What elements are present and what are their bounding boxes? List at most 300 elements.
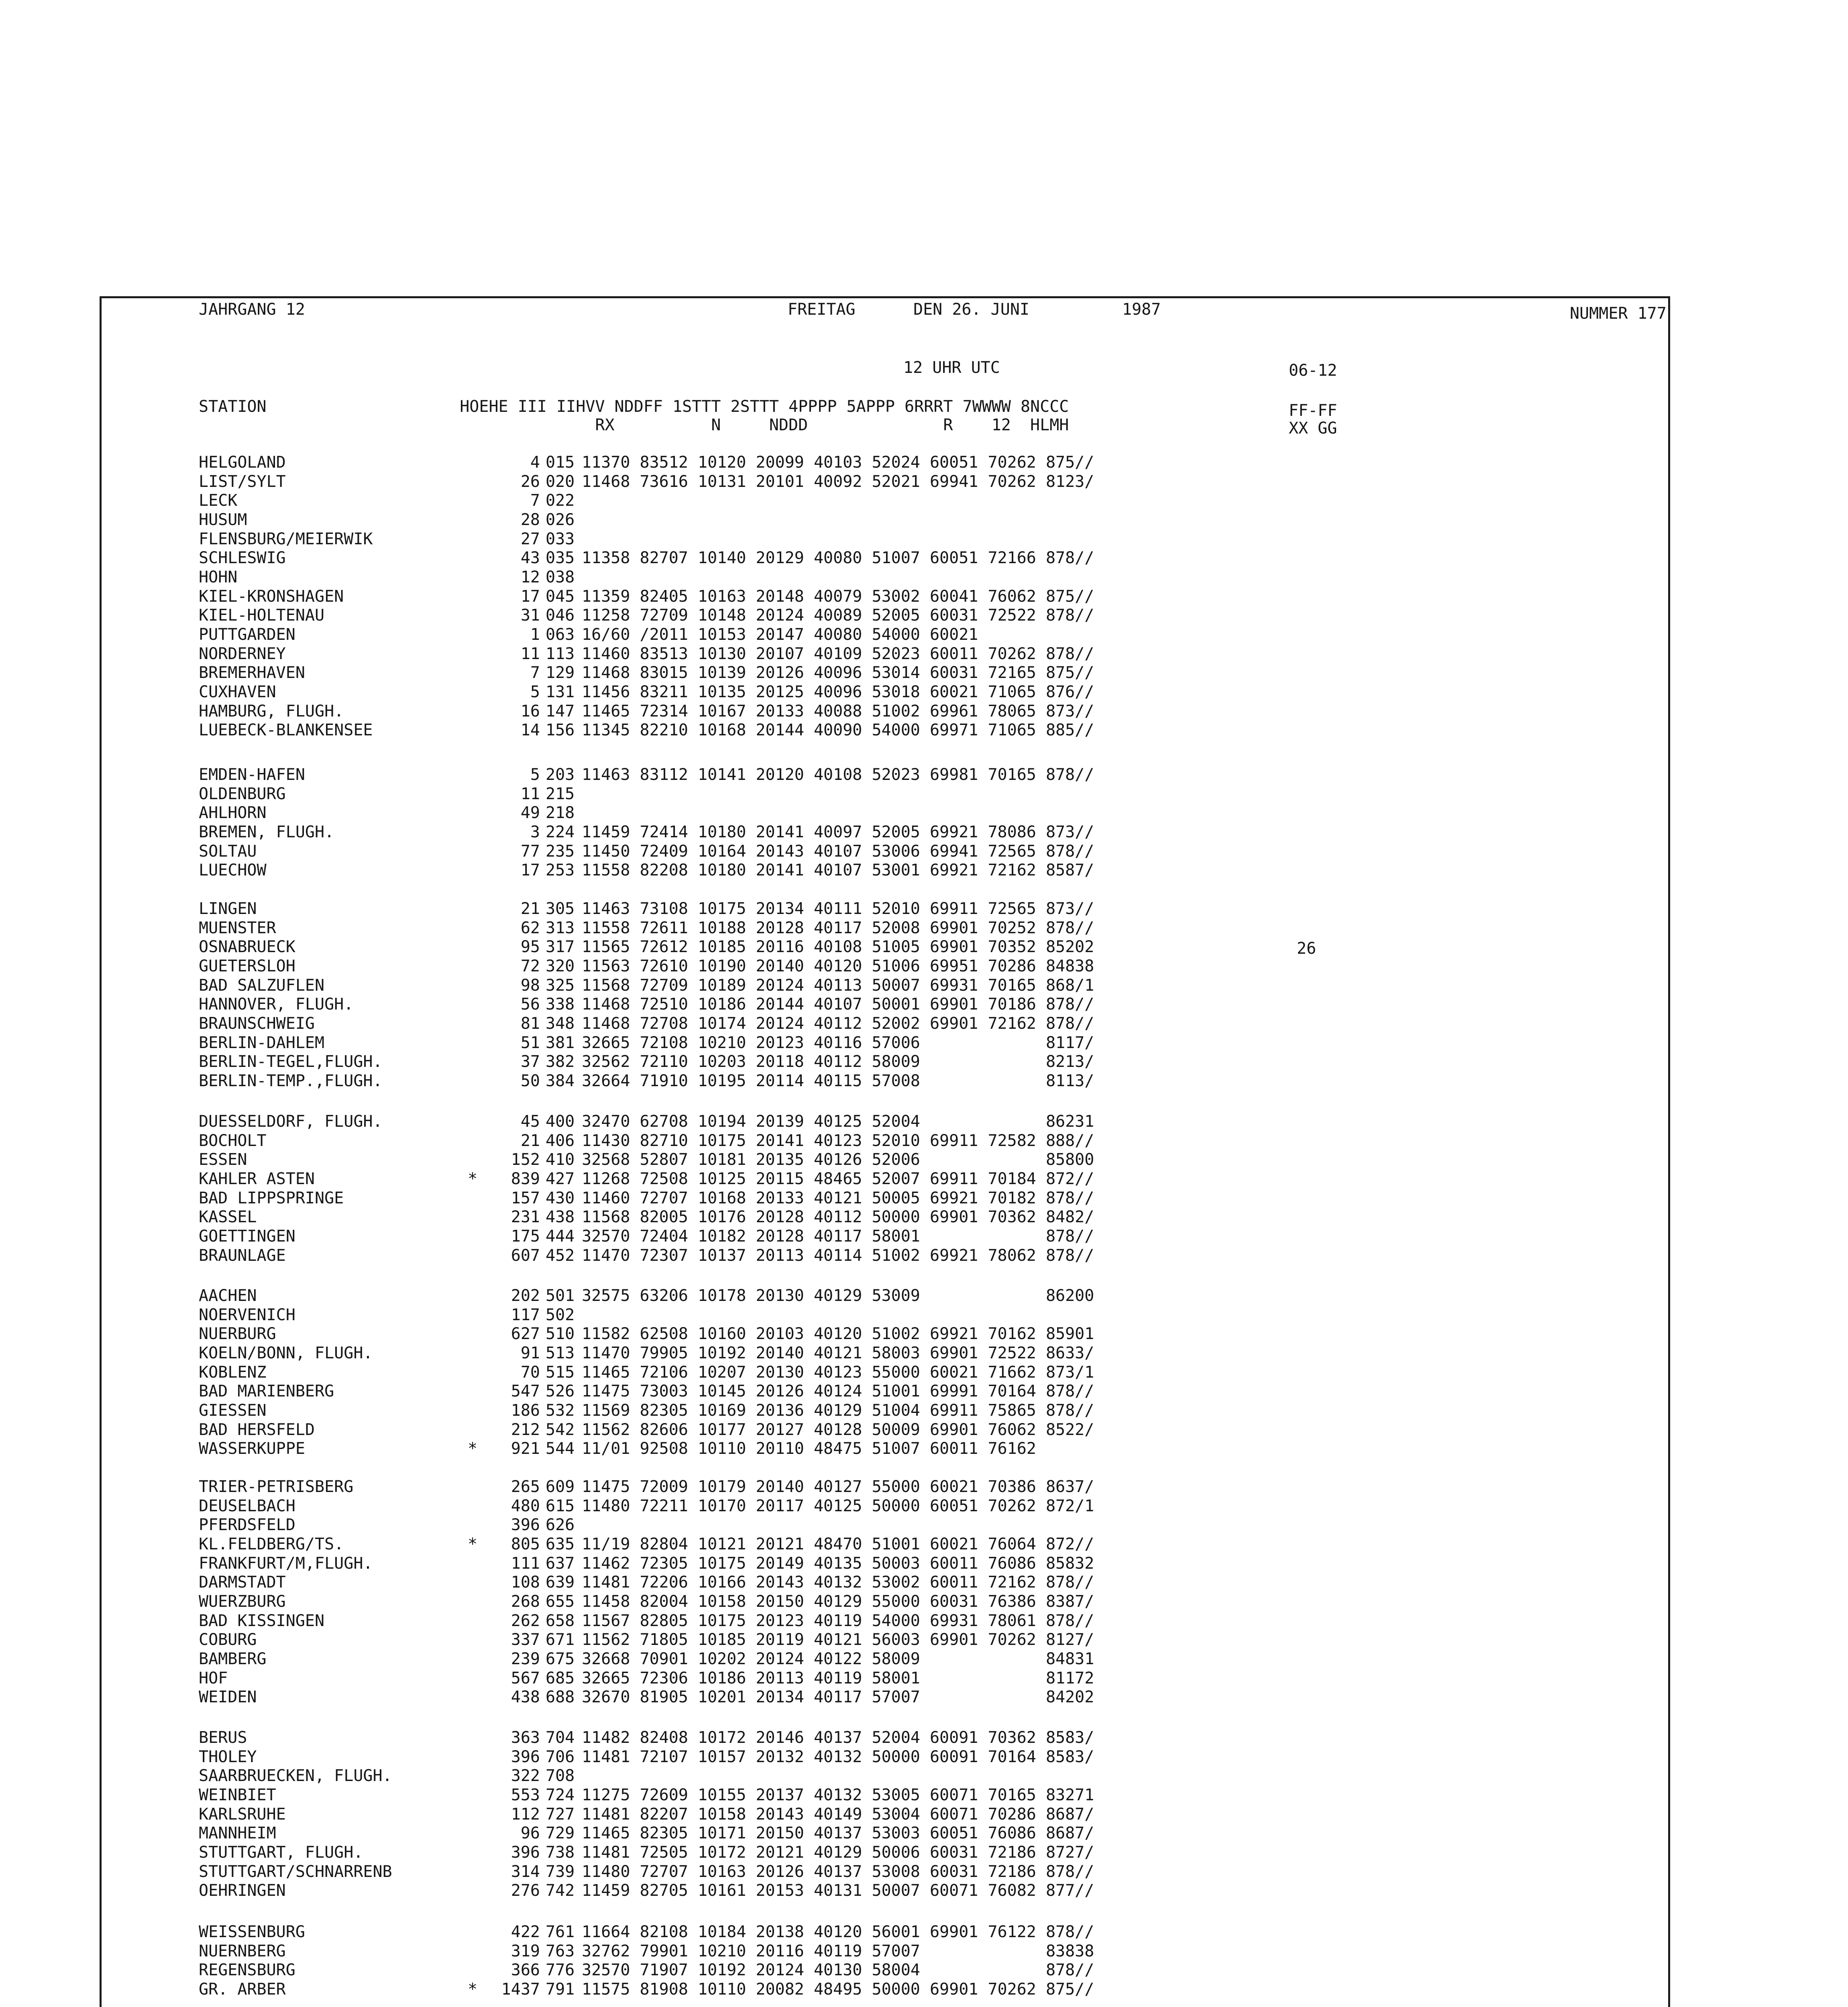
station-name: HAMBURG, FLUGH. xyxy=(199,702,344,721)
header-year: 1987 xyxy=(1122,300,1161,319)
table-row xyxy=(199,976,1323,995)
station-height: 921 xyxy=(511,1439,540,1458)
station-name: NOERVENICH xyxy=(199,1305,295,1324)
station-name: BREMERHAVEN xyxy=(199,664,305,682)
station-height: 28 xyxy=(520,510,540,529)
observation-groups: 11456 83211 10135 20125 40096 53018 60021 71065 876// xyxy=(582,683,1094,702)
station-name: EMDEN-HAFEN xyxy=(199,765,305,784)
observation-groups: 11460 72707 10168 20133 40121 50005 69921 70182 878// xyxy=(582,1189,1094,1207)
station-number: 444 xyxy=(546,1227,575,1246)
station-height: 1 xyxy=(530,625,540,644)
observation-groups: 11482 82408 10172 20146 40137 52004 60091 70362 8583/ xyxy=(582,1728,1094,1747)
table-row xyxy=(199,861,1323,880)
station-number: 427 xyxy=(546,1169,575,1188)
station-height: 567 xyxy=(511,1669,540,1687)
header-nummer: NUMMER 177 xyxy=(1570,304,1667,323)
table-row xyxy=(199,1843,1323,1862)
table-row xyxy=(199,721,1323,740)
station-number: 639 xyxy=(546,1573,575,1592)
station-name: HOHN xyxy=(199,568,238,586)
station-number: 635 xyxy=(546,1535,575,1553)
station-name: LIST/SYLT xyxy=(199,472,286,491)
station-number: 224 xyxy=(546,822,575,841)
station-number: 513 xyxy=(546,1343,575,1362)
station-height: 21 xyxy=(520,1131,540,1150)
observation-groups: 11562 82606 10177 20127 40128 50009 69901 76062 8522/ xyxy=(582,1420,1094,1439)
station-height: 239 xyxy=(511,1650,540,1669)
station-number: 235 xyxy=(546,842,575,861)
station-name: REGENSBURG xyxy=(199,1961,295,1980)
station-number: 626 xyxy=(546,1516,575,1535)
table-row xyxy=(199,765,1323,784)
station-height: 81 xyxy=(520,1014,540,1033)
station-group xyxy=(199,765,1323,880)
station-height: 62 xyxy=(520,918,540,937)
station-name: COBURG xyxy=(199,1630,257,1649)
table-row xyxy=(199,1649,1323,1669)
station-name: KAHLER ASTEN xyxy=(199,1169,315,1188)
station-name: WASSERKUPPE xyxy=(199,1439,305,1458)
observation-groups: 32570 71907 10192 20124 40130 58004 878// xyxy=(582,1961,1094,1980)
table-row xyxy=(199,587,1323,606)
station-height: 314 xyxy=(511,1862,540,1881)
table-row xyxy=(199,1766,1323,1785)
station-number: 532 xyxy=(546,1401,575,1420)
station-height: 322 xyxy=(511,1767,540,1785)
station-height: 212 xyxy=(511,1420,540,1439)
station-height: 51 xyxy=(520,1033,540,1052)
station-name: TRIER-PETRISBERG xyxy=(199,1477,354,1496)
station-name: MANNHEIM xyxy=(199,1824,276,1843)
station-number: 384 xyxy=(546,1072,575,1091)
station-height: 14 xyxy=(520,721,540,740)
station-name: NUERNBERG xyxy=(199,1942,286,1960)
observation-groups: 32575 63206 10178 20130 40129 53009 86200 xyxy=(582,1286,1094,1305)
mountain-station-marker: * xyxy=(468,1439,478,1458)
station-name: BRAUNLAGE xyxy=(199,1246,286,1265)
station-group xyxy=(199,1728,1323,1900)
station-name: SAARBRUECKEN, FLUGH. xyxy=(199,1767,392,1785)
station-height: 95 xyxy=(520,938,540,957)
table-row xyxy=(199,1420,1323,1439)
station-number: 020 xyxy=(546,472,575,491)
table-row xyxy=(199,1688,1323,1707)
station-number: 452 xyxy=(546,1246,575,1265)
observation-groups: 32762 79901 10210 20116 40119 57007 83838 xyxy=(582,1942,1094,1960)
station-height: 16 xyxy=(520,702,540,721)
observation-groups: 11463 83112 10141 20120 40108 52023 69981 70165 878// xyxy=(582,765,1094,784)
station-number: 313 xyxy=(546,918,575,937)
table-row xyxy=(199,606,1323,625)
table-row xyxy=(199,1014,1323,1033)
observation-groups: 11664 82108 10184 20138 40120 56001 69901 76122 878// xyxy=(582,1922,1094,1941)
station-height: 265 xyxy=(511,1477,540,1496)
station-height: 422 xyxy=(511,1922,540,1941)
station-name: BERUS xyxy=(199,1728,247,1747)
station-name: BAD HERSFELD xyxy=(199,1420,315,1439)
station-name: AACHEN xyxy=(199,1286,257,1305)
station-number: 515 xyxy=(546,1363,575,1382)
station-name: GOETTINGEN xyxy=(199,1227,295,1246)
station-height: 31 xyxy=(520,606,540,625)
station-number: 438 xyxy=(546,1208,575,1227)
station-name: STUTTGART/SCHNARRENB xyxy=(199,1862,392,1881)
observation-groups: 11481 72107 10157 20132 40132 50000 60091 70164 8583/ xyxy=(582,1747,1094,1766)
station-height: 111 xyxy=(511,1554,540,1573)
station-number: 609 xyxy=(546,1477,575,1496)
station-name: WEISSENBURG xyxy=(199,1922,305,1941)
table-row xyxy=(199,644,1323,664)
station-number: 544 xyxy=(546,1439,575,1458)
observation-groups: 11345 82210 10168 20144 40090 54000 69971 71065 885// xyxy=(582,721,1094,740)
table-row xyxy=(199,1363,1323,1382)
table-row xyxy=(199,1785,1323,1805)
station-name: FLENSBURG/MEIERWIK xyxy=(199,529,373,548)
station-name: PFERDSFELD xyxy=(199,1516,295,1535)
station-height: 7 xyxy=(530,491,540,510)
station-height: 396 xyxy=(511,1516,540,1535)
observation-groups: 11/19 82804 10121 20121 48470 51001 60021 76064 872// xyxy=(582,1535,1094,1553)
station-number: 381 xyxy=(546,1033,575,1052)
station-name: AHLHORN xyxy=(199,804,267,822)
station-height: 12 xyxy=(520,568,540,586)
observation-groups: 11480 72211 10170 20117 40125 50000 60051 70262 872/1 xyxy=(582,1496,1094,1515)
station-number: 147 xyxy=(546,702,575,721)
table-row xyxy=(199,899,1323,918)
station-name: CUXHAVEN xyxy=(199,683,276,702)
observation-groups: 11575 81908 10110 20082 48495 50000 69901 70262 875// xyxy=(582,1980,1094,1999)
station-height: 152 xyxy=(511,1150,540,1169)
station-number: 131 xyxy=(546,683,575,702)
station-name: FRANKFURT/M,FLUGH. xyxy=(199,1554,373,1573)
station-height: 11 xyxy=(520,644,540,663)
observation-groups: 32670 81905 10201 20134 40117 57007 84202 xyxy=(582,1688,1094,1707)
station-number: 742 xyxy=(546,1881,575,1900)
column-header-line-2: RX N NDDD R 12 HLMH xyxy=(199,416,1069,434)
station-height: 96 xyxy=(520,1824,540,1843)
station-name: BREMEN, FLUGH. xyxy=(199,822,334,841)
station-number: 738 xyxy=(546,1843,575,1862)
station-number: 776 xyxy=(546,1961,575,1980)
station-number: 113 xyxy=(546,644,575,663)
table-row xyxy=(199,803,1323,822)
station-name: WEINBIET xyxy=(199,1785,276,1804)
station-number: 325 xyxy=(546,976,575,995)
table-row xyxy=(199,1150,1323,1169)
station-height: 77 xyxy=(520,842,540,861)
observation-groups: 11475 72009 10179 20140 40127 55000 60021 70386 8637/ xyxy=(582,1477,1094,1496)
right-note: 26 xyxy=(1297,939,1316,958)
station-height: 17 xyxy=(520,587,540,606)
station-name: KASSEL xyxy=(199,1208,257,1227)
station-number: 791 xyxy=(546,1980,575,1999)
station-number: 033 xyxy=(546,529,575,548)
table-row xyxy=(199,1881,1323,1901)
station-number: 671 xyxy=(546,1630,575,1649)
station-name: BERLIN-DAHLEM xyxy=(199,1033,325,1052)
observation-groups: 11358 82707 10140 20129 40080 51007 60051 72166 878// xyxy=(582,549,1094,568)
station-number: 129 xyxy=(546,664,575,682)
station-number: 763 xyxy=(546,1942,575,1960)
station-name: KIEL-KRONSHAGEN xyxy=(199,587,344,606)
station-name: HANNOVER, FLUGH. xyxy=(199,995,354,1014)
station-name: KOELN/BONN, FLUGH. xyxy=(199,1343,373,1362)
station-height: 70 xyxy=(520,1363,540,1382)
table-row xyxy=(199,822,1323,842)
station-height: 337 xyxy=(511,1630,540,1649)
station-number: 063 xyxy=(546,625,575,644)
observation-groups: 11430 82710 10175 20141 40123 52010 69911 72582 888// xyxy=(582,1131,1094,1150)
header-jahrgang: JAHRGANG 12 xyxy=(199,300,305,319)
station-name: WUERZBURG xyxy=(199,1592,286,1611)
station-name: SCHLESWIG xyxy=(199,549,286,568)
station-height: 319 xyxy=(511,1942,540,1960)
observation-groups: 11468 72510 10186 20144 40107 50001 69901 70186 878// xyxy=(582,995,1094,1014)
station-height: 186 xyxy=(511,1401,540,1420)
table-row xyxy=(199,1669,1323,1688)
station-height: 268 xyxy=(511,1592,540,1611)
station-height: 21 xyxy=(520,899,540,918)
station-name: SOLTAU xyxy=(199,842,257,861)
observation-groups: 11568 82005 10176 20128 40112 50000 69901 70362 8482/ xyxy=(582,1208,1094,1227)
station-number: 724 xyxy=(546,1785,575,1804)
table-row xyxy=(199,1805,1323,1824)
station-name: LECK xyxy=(199,491,238,510)
station-number: 156 xyxy=(546,721,575,740)
observation-groups: 11468 73616 10131 20101 40092 52021 69941 70262 8123/ xyxy=(582,472,1094,491)
station-height: 72 xyxy=(520,957,540,975)
station-name: KARLSRUHE xyxy=(199,1805,286,1824)
station-name: KIEL-HOLTENAU xyxy=(199,606,325,625)
table-row xyxy=(199,1305,1323,1325)
header-day: FREITAG xyxy=(788,300,856,319)
table-row xyxy=(199,918,1323,938)
station-height: 108 xyxy=(511,1573,540,1592)
station-height: 56 xyxy=(520,995,540,1014)
station-name: BERLIN-TEMP.,FLUGH. xyxy=(199,1072,383,1091)
table-row xyxy=(199,1554,1323,1573)
observation-groups: 11470 79905 10192 20140 40121 58003 69901 72522 8633/ xyxy=(582,1343,1094,1362)
station-name: GUETERSLOH xyxy=(199,957,295,975)
table-row xyxy=(199,1131,1323,1150)
station-name: BERLIN-TEGEL,FLUGH. xyxy=(199,1052,383,1071)
station-number: 510 xyxy=(546,1325,575,1343)
header-date: DEN 26. JUNI xyxy=(913,300,1029,319)
table-row xyxy=(199,1324,1323,1343)
station-group xyxy=(199,1286,1323,1458)
table-row xyxy=(199,1630,1323,1650)
station-height: 11 xyxy=(520,784,540,803)
station-name: LUEBECK-BLANKENSEE xyxy=(199,721,373,740)
observation-groups: 11558 72611 10188 20128 40117 52008 69901 70252 878// xyxy=(582,918,1094,937)
station-name: BAD LIPPSPRINGE xyxy=(199,1189,344,1207)
table-row xyxy=(199,1401,1323,1420)
table-row xyxy=(199,1439,1323,1459)
station-name: BAD KISSINGEN xyxy=(199,1611,325,1630)
table-row xyxy=(199,682,1323,702)
station-number: 215 xyxy=(546,784,575,803)
station-name: NORDERNEY xyxy=(199,644,286,663)
station-height: 117 xyxy=(511,1305,540,1324)
table-row xyxy=(199,1246,1323,1265)
observation-groups: 11582 62508 10160 20103 40120 51002 69921 70162 85901 xyxy=(582,1325,1094,1343)
table-row xyxy=(199,1922,1323,1942)
station-number: 501 xyxy=(546,1286,575,1305)
station-name: GR. ARBER xyxy=(199,1980,286,1999)
table-row xyxy=(199,1477,1323,1496)
observation-groups: 11563 72610 10190 20140 40120 51006 69951 70286 84838 xyxy=(582,957,1094,975)
station-height: 231 xyxy=(511,1208,540,1227)
station-number: 615 xyxy=(546,1496,575,1515)
observation-groups: 11465 72106 10207 20130 40123 55000 60021 71662 873/1 xyxy=(582,1363,1094,1382)
table-row xyxy=(199,1942,1323,1961)
table-row xyxy=(199,1227,1323,1246)
observation-groups: 32668 70901 10202 20124 40122 58009 84831 xyxy=(582,1650,1094,1669)
observation-groups: 16/60 /2011 10153 20147 40080 54000 60021 xyxy=(582,625,978,644)
station-number: 542 xyxy=(546,1420,575,1439)
table-row xyxy=(199,529,1323,549)
station-height: 157 xyxy=(511,1189,540,1207)
station-height: 480 xyxy=(511,1496,540,1515)
station-number: 658 xyxy=(546,1611,575,1630)
station-number: 708 xyxy=(546,1767,575,1785)
table-row xyxy=(199,568,1323,587)
station-name: NUERBURG xyxy=(199,1325,276,1343)
table-row xyxy=(199,995,1323,1014)
station-name: BAD SALZUFLEN xyxy=(199,976,325,995)
station-name: WEIDEN xyxy=(199,1688,257,1707)
station-height: 4 xyxy=(530,453,540,472)
station-number: 038 xyxy=(546,568,575,586)
station-number: 026 xyxy=(546,510,575,529)
station-name: OSNABRUECK xyxy=(199,938,295,957)
observation-groups: 32568 52807 10181 20135 40126 52006 85800 xyxy=(582,1150,1094,1169)
observation-groups: 11481 72505 10172 20121 40129 50006 60031 72186 8727/ xyxy=(582,1843,1094,1862)
station-name: KL.FELDBERG/TS. xyxy=(199,1535,344,1553)
station-name: BAMBERG xyxy=(199,1650,267,1669)
station-group xyxy=(199,453,1323,740)
station-number: 410 xyxy=(546,1150,575,1169)
station-height: 276 xyxy=(511,1881,540,1900)
station-height: 1437 xyxy=(501,1980,540,1999)
table-row xyxy=(199,1343,1323,1363)
header-time: 12 UHR UTC xyxy=(903,358,1000,377)
observation-groups: 11569 82305 10169 20136 40129 51004 69911 75865 878// xyxy=(582,1401,1094,1420)
station-height: 607 xyxy=(511,1246,540,1265)
station-name: HUSUM xyxy=(199,510,247,529)
table-row xyxy=(199,1960,1323,1980)
station-height: 547 xyxy=(511,1382,540,1401)
station-number: 045 xyxy=(546,587,575,606)
table-row xyxy=(199,472,1323,491)
table-row xyxy=(199,1052,1323,1072)
station-number: 706 xyxy=(546,1747,575,1766)
station-number: 761 xyxy=(546,1922,575,1941)
observation-groups: 32562 72110 10203 20118 40112 58009 8213/ xyxy=(582,1052,1094,1071)
station-height: 7 xyxy=(530,664,540,682)
station-number: 685 xyxy=(546,1669,575,1687)
station-name: LUECHOW xyxy=(199,861,267,880)
station-height: 50 xyxy=(520,1072,540,1091)
station-number: 655 xyxy=(546,1592,575,1611)
table-row xyxy=(199,548,1323,568)
station-number: 382 xyxy=(546,1052,575,1071)
station-number: 218 xyxy=(546,804,575,822)
observation-groups: 11359 82405 10163 20148 40079 53002 60041 76062 875// xyxy=(582,587,1094,606)
station-height: 627 xyxy=(511,1325,540,1343)
table-row xyxy=(199,957,1323,976)
station-number: 046 xyxy=(546,606,575,625)
station-height: 396 xyxy=(511,1843,540,1862)
station-name: HOF xyxy=(199,1669,228,1687)
station-group xyxy=(199,1112,1323,1265)
observation-groups: 11370 83512 10120 20099 40103 52024 60051 70262 875// xyxy=(582,453,1094,472)
table-row xyxy=(199,1286,1323,1305)
table-row xyxy=(199,1747,1323,1767)
observation-groups: 11460 83513 10130 20107 40109 52023 60011 70262 878// xyxy=(582,644,1094,663)
station-number: 203 xyxy=(546,765,575,784)
station-height: 553 xyxy=(511,1785,540,1804)
station-name: ESSEN xyxy=(199,1150,247,1169)
station-name: DUESSELDORF, FLUGH. xyxy=(199,1112,383,1131)
station-height: 43 xyxy=(520,549,540,568)
station-name: DEUSELBACH xyxy=(199,1496,295,1515)
station-height: 175 xyxy=(511,1227,540,1246)
station-height: 17 xyxy=(520,861,540,880)
table-row xyxy=(199,1169,1323,1189)
station-number: 253 xyxy=(546,861,575,880)
station-number: 320 xyxy=(546,957,575,975)
observation-groups: 11481 72206 10166 20143 40132 53002 60011 72162 878// xyxy=(582,1573,1094,1592)
table-row xyxy=(199,1382,1323,1401)
table-row xyxy=(199,1535,1323,1554)
table-row xyxy=(199,1824,1323,1843)
station-number: 317 xyxy=(546,938,575,957)
table-row xyxy=(199,1515,1323,1535)
station-number: 348 xyxy=(546,1014,575,1033)
table-row xyxy=(199,702,1323,721)
station-number: 430 xyxy=(546,1189,575,1207)
mountain-station-marker: * xyxy=(468,1980,478,1999)
station-number: 739 xyxy=(546,1862,575,1881)
header-range-right: 06-12 xyxy=(1289,361,1337,380)
observation-groups: 11450 72409 10164 20143 40107 53006 69941 72565 878// xyxy=(582,842,1094,861)
table-row xyxy=(199,1112,1323,1131)
table-row xyxy=(199,664,1323,683)
observation-groups: 32665 72108 10210 20123 40116 57006 8117/ xyxy=(582,1033,1094,1052)
station-height: 202 xyxy=(511,1286,540,1305)
table-row xyxy=(199,1980,1323,1999)
station-number: 400 xyxy=(546,1112,575,1131)
station-number: 338 xyxy=(546,995,575,1014)
table-row xyxy=(199,1207,1323,1227)
station-number: 729 xyxy=(546,1824,575,1843)
station-number: 305 xyxy=(546,899,575,918)
table-row xyxy=(199,1189,1323,1208)
column-header-line-1: STATION HOEHE III IIHVV NDDFF 1STTT 2STTT 4PPPP 5APPP 6RRRT 7WWWW 8NCCC xyxy=(199,397,1069,416)
observation-groups: 11562 71805 10185 20119 40121 56003 69901 70262 8127/ xyxy=(582,1630,1094,1649)
observation-groups: 11463 73108 10175 20134 40111 52010 69911 72565 873// xyxy=(582,899,1094,918)
column-header-right-1: FF-FF xyxy=(1289,401,1337,420)
station-height: 98 xyxy=(520,976,540,995)
station-height: 112 xyxy=(511,1805,540,1824)
table-row xyxy=(199,1611,1323,1630)
station-number: 022 xyxy=(546,491,575,510)
table-row xyxy=(199,1033,1323,1052)
station-name: OLDENBURG xyxy=(199,784,286,803)
station-height: 262 xyxy=(511,1611,540,1630)
station-number: 035 xyxy=(546,549,575,568)
